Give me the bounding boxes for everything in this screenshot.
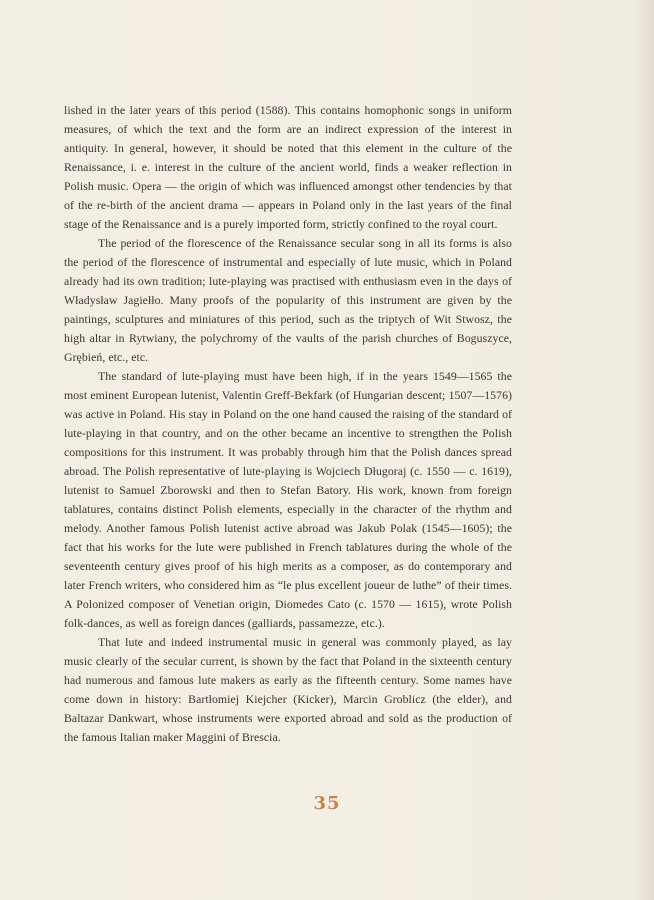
paragraph-2: The period of the florescence of the Renaissance secular song in all its forms is also the period of the florescence of instrumental and especially of lute music, which in Poland already had its own tradition; lute-playing was practised with enthusiasm even in the days of Władysław Jagiełło. Many proofs of the popularity of this instrument are given by the paintings, sculptures and miniatures of this period, such as the triptych of Wit Stwosz, the high altar in Rytwiany, the polychromy of the vaults of the parish churches of Boguszyce, Grębień, etc., etc.	[64, 236, 512, 364]
body-text	[64, 101, 512, 747]
paragraph-1: lished in the later years of this period (1588). This contains homophonic songs in uniform measures, of which the text and the form are an indirect expression of the interest in antiquity. In general, however, it should be noted that this element in the culture of the Renaissance, i. e. interest in the culture of the ancient world, finds a weaker reflection in Polish music. Opera — the origin of which was influenced amongst other tendencies by that of the re-birth of the ancient drama — appears in Poland only in the last years of the final stage of the Renaissance and is a purely imported form, strictly confined to the royal court.	[64, 103, 512, 231]
page-edge-shadow	[636, 0, 654, 900]
page-number: 35	[313, 793, 341, 814]
paragraph-3: The standard of lute-playing must have been high, if in the years 1549—1565 the most eminent European lutenist, Valentin Greff-Bekfark (of Hungarian descent; 1507—1576) was active in Poland. His stay in Poland on the one hand caused the raising of the standard of lute-playing in that country, and on the other became an incentive to strengthen the Polish compositions for this instrument. It was probably through him that the Polish dances spread abroad. The Polish representative of lute-playing is Wojciech Długoraj (c. 1550 — c. 1619), lutenist to Samuel Zborowski and then to Stefan Batory. His work, known from foreign tablatures, contains distinct Polish elements, especially in the character of the rhythm and melody. Another famous Polish lutenist active abroad was Jakub Polak (1545—1605); the fact that his works for the lute were published in French tablatures during the whole of the seventeenth century gives proof of his high merits as a composer, as do contemporary and later French writers, who considered him as “le plus excellent joueur de luthe” of their times. A Polonized composer of Venetian origin, Diomedes Cato (c. 1570 — 1615), wrote Polish folk-dances, as well as foreign dances (galliards, passamezze, etc.).	[64, 369, 512, 630]
paragraph-4: That lute and indeed instrumental music in general was commonly played, as lay music clearly of the secular current, is shown by the fact that Poland in the sixteenth century had numerous and famous lute makers as early as the fifteenth century. Some names have come down in history: Bartłomiej Kiejcher (Kicker), Marcin Groblicz (the elder), and Baltazar Dankwart, whose instruments were exported abroad and sold as the production of the famous Italian maker Maggini of Brescia.	[64, 635, 512, 744]
